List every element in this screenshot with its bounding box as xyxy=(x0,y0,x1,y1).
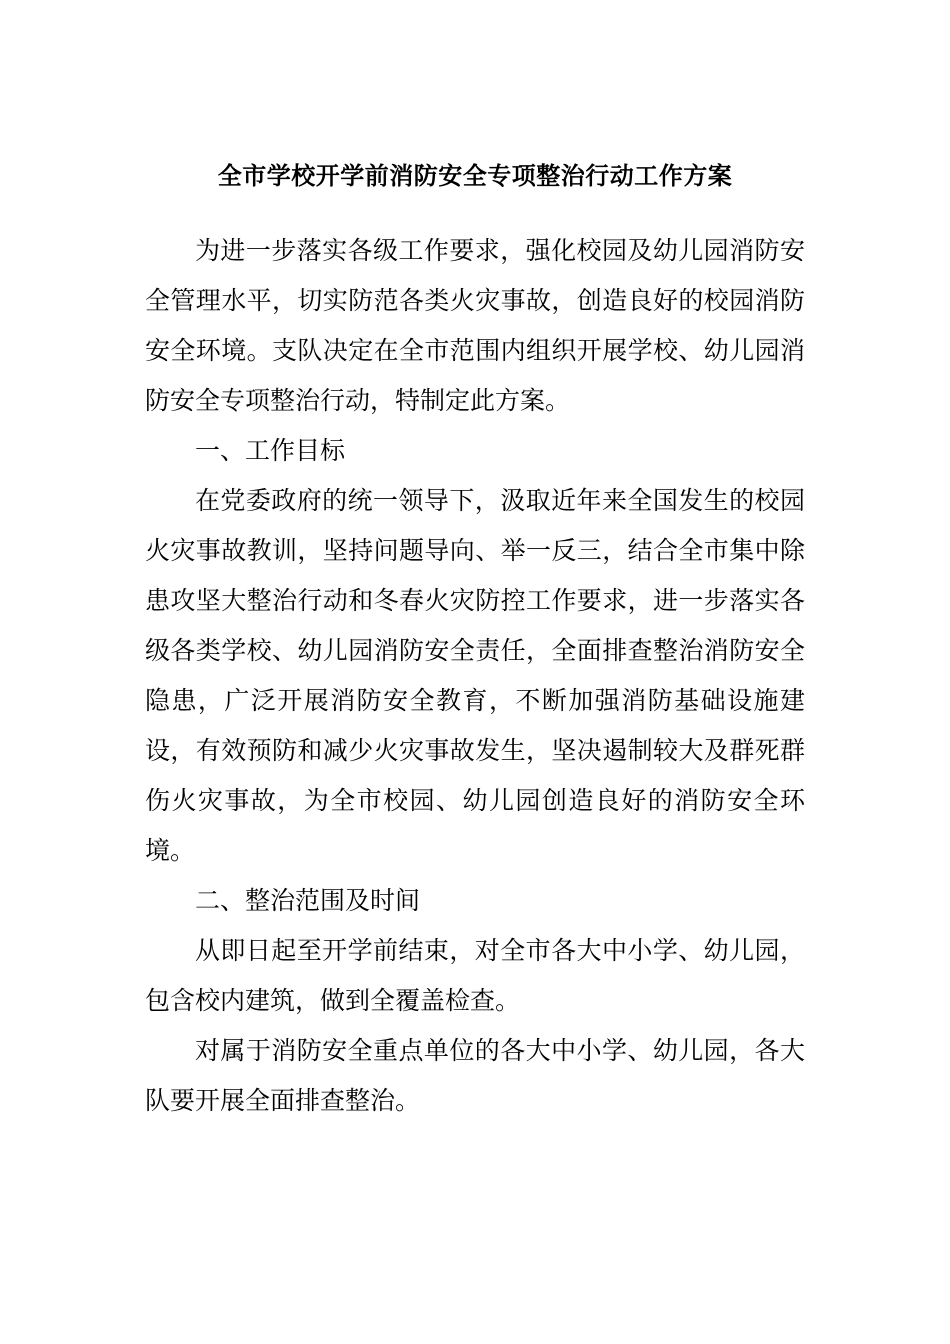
paragraph-key-units: 对属于消防安全重点单位的各大中小学、幼儿园，各大队要开展全面排查整治。 xyxy=(145,1036,805,1115)
section-heading-scope: 二、整治范围及时间 xyxy=(195,886,421,915)
paragraph-intro: 为进一步落实各级工作要求，强化校园及幼儿园消防安全管理水平，切实防范各类火灾事故，创造良好的校园消防安全环境。支队决定在全市范围内组织开展学校、幼儿园消防安全专项整治行动，特制定此方案。 xyxy=(145,236,805,415)
document-body xyxy=(145,226,805,1126)
section-heading-goals: 一、工作目标 xyxy=(195,436,346,465)
document-title: 全市学校开学前消防安全专项整治行动工作方案 xyxy=(217,162,733,190)
paragraph-goals: 在党委政府的统一领导下，汲取近年来全国发生的校园火灾事故教训，坚持问题导向、举一反三，结合全市集中除患攻坚大整治行动和冬春火灾防控工作要求，进一步落实各级各类学校、幼儿园消防安全责任，全面排查整治消防安全隐患，广泛开展消防安全教育，不断加强消防基础设施建设，有效预防和减少火灾事故发生，坚决遏制较大及群死群伤火灾事故，为全市校园、幼儿园创造良好的消防安全环境。 xyxy=(145,486,805,865)
paragraph-scope: 从即日起至开学前结束，对全市各大中小学、幼儿园，包含校内建筑，做到全覆盖检查。 xyxy=(145,936,805,1015)
